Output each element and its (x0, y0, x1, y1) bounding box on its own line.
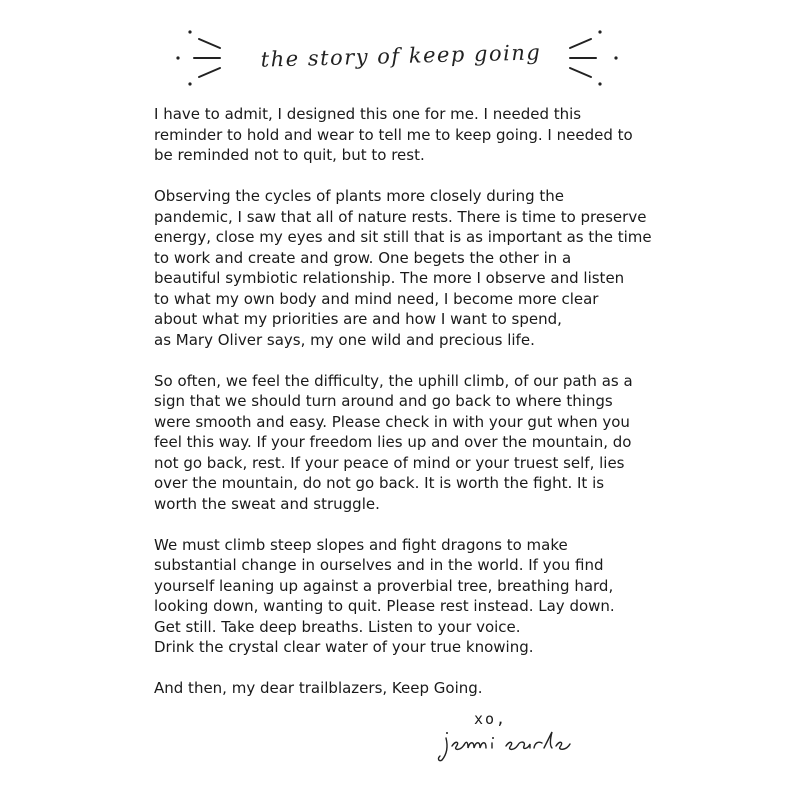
paragraph-1: I have to admit, I designed this one for me. I needed this reminder to hold and wear to tell me to keep going. I needed to be reminded not to quit, but to rest. (154, 105, 633, 164)
sunburst-icon (168, 28, 228, 88)
paragraph-2: Observing the cycles of plants more closely during the pandemic, I saw that all of nature rests. There is time to preserve energy, close my eyes and sit still that is as important as the time to work and create and grow. One begets the other in a beautiful symbiotic relationship. The more I observe and listen to what my own body and mind need, I become more clear about what my priorities are and how I want to spend, as Mary Oliver says, my one wild and precious life. (154, 187, 652, 349)
letter-body (154, 104, 654, 699)
paragraph-3: So often, we feel the difficulty, the uphill climb, of our path as a sign that we should turn around and go back to where things were smooth and easy. Please check in with your gut when you feel this way. If your freedom lies up and over the mountain, do not go back, rest. If your peace of mind or your truest self, lies over the mountain, do not go back. It is worth the fight. It is worth the sweat and struggle. (154, 371, 633, 513)
letter-title: the story of keep going (260, 40, 542, 72)
closing-line: And then, my dear trailblazers, Keep Going. (154, 679, 483, 697)
signoff: xo, (474, 710, 508, 728)
handwritten-signature (436, 728, 596, 764)
sunburst-icon (562, 28, 622, 88)
letter-header (0, 28, 790, 98)
paragraph-4: We must climb steep slopes and fight dragons to make substantial change in ourselves and in the world. If you find yourself leaning up against a proverbial tree, breathing hard, looking down, wanting to quit. Please rest instead. Lay down. Get still. Take deep breaths. Listen to your voice. Drink the crystal clear water of your true knowing. (154, 535, 615, 656)
